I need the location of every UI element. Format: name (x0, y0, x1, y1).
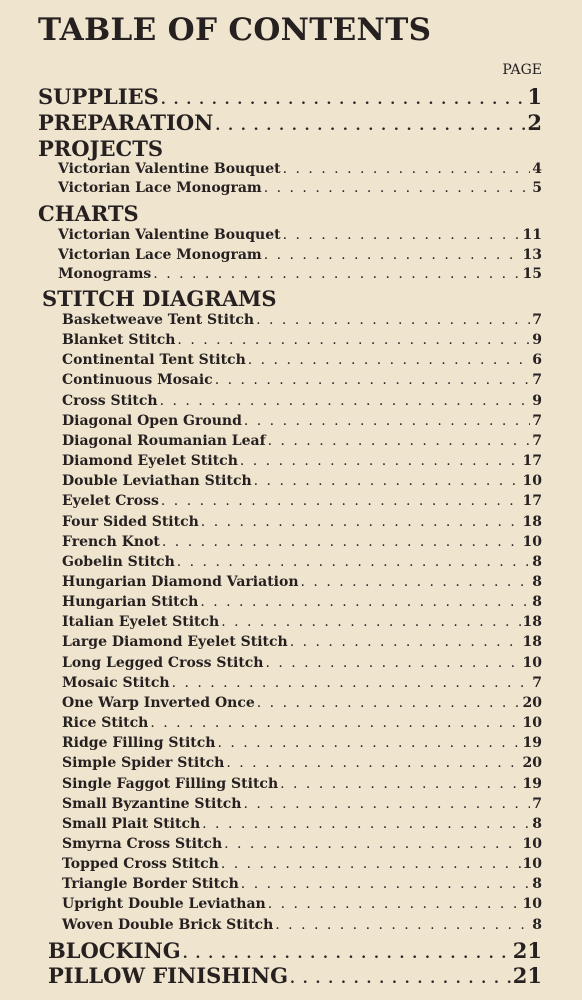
entry-page: 8 (532, 815, 542, 832)
entry-label: PILLOW FINISHING (48, 963, 289, 988)
toc-entry[interactable] (62, 896, 542, 912)
leader-dots (265, 655, 520, 671)
leader-dots (215, 118, 525, 134)
toc-entry[interactable] (62, 372, 542, 388)
leader-dots (268, 433, 531, 449)
entry-page: 9 (532, 392, 542, 409)
leader-dots (177, 554, 531, 570)
entry-label: Large Diamond Eyelet Stitch (62, 634, 288, 651)
toc-entry[interactable] (62, 554, 542, 570)
leader-dots (177, 332, 530, 348)
entry-page: 13 (522, 247, 542, 263)
leader-dots (183, 946, 511, 962)
entry-label: Woven Double Brick Stitch (62, 916, 274, 933)
leader-dots (221, 856, 521, 872)
leader-dots (244, 413, 530, 429)
entry-label: Simple Spider Stitch (62, 755, 225, 772)
entry-label: SUPPLIES (38, 84, 159, 109)
entry-page: 1 (527, 84, 542, 109)
leader-dots (283, 227, 521, 243)
toc-entry[interactable] (62, 675, 542, 691)
entry-label: Diamond Eyelet Stitch (62, 453, 238, 469)
entry-label: Hungarian Stitch (62, 594, 199, 611)
leader-dots (161, 92, 526, 108)
entry-label: PREPARATION (38, 110, 214, 135)
entry-page: 9 (532, 332, 542, 349)
entry-label: Victorian Lace Monogram (58, 247, 262, 263)
leader-dots (290, 634, 521, 650)
toc-entry[interactable] (62, 453, 542, 469)
entry-page: 10 (522, 715, 542, 731)
leader-dots (224, 836, 520, 852)
entry-page: 10 (522, 473, 542, 490)
entry-label: Upright Double Leviathan (62, 896, 266, 913)
toc-entry[interactable] (62, 876, 542, 892)
toc-entry[interactable] (62, 856, 542, 872)
toc-entry[interactable] (58, 266, 542, 282)
leader-dots (215, 372, 531, 388)
entry-label: BLOCKING (48, 938, 181, 963)
entry-page: 7 (532, 312, 542, 328)
toc-entry-blocking[interactable] (48, 938, 542, 963)
entry-page: 7 (532, 795, 542, 812)
leader-dots (217, 735, 520, 751)
leader-dots (264, 247, 521, 263)
entry-label: Four Sided Stitch (62, 513, 199, 530)
leader-dots (268, 896, 521, 912)
entry-label: French Knot (62, 533, 160, 550)
entry-page: 10 (522, 835, 542, 852)
toc-entry[interactable] (62, 755, 542, 771)
toc-entry[interactable] (62, 534, 542, 550)
entry-page: 10 (522, 654, 542, 671)
leader-dots (153, 266, 520, 282)
leader-dots (161, 493, 521, 509)
entry-page: 17 (522, 453, 542, 469)
entry-label: Victorian Lace Monogram (58, 180, 262, 196)
entry-label: Blanket Stitch (62, 332, 176, 349)
leader-dots (160, 393, 531, 409)
toc-entry[interactable] (62, 352, 542, 368)
entry-label: One Warp Inverted Once (62, 694, 255, 711)
toc-entry[interactable] (62, 433, 542, 449)
toc-entry[interactable] (58, 247, 542, 263)
entry-label: Long Legged Cross Stitch (62, 654, 264, 671)
entry-label: Gobelin Stitch (62, 553, 175, 570)
entry-label: Monograms (58, 266, 152, 282)
leader-dots (162, 534, 521, 550)
entry-page: 18 (522, 513, 542, 530)
entry-label: Continental Tent Stitch (62, 352, 246, 369)
toc-entry-preparation[interactable] (38, 110, 542, 135)
section-heading-charts: CHARTS (38, 201, 139, 226)
toc-entry-pillow-finishing[interactable] (48, 963, 542, 988)
toc-entry[interactable] (62, 715, 542, 731)
toc-entry[interactable] (62, 473, 542, 489)
entry-page: 21 (512, 938, 542, 963)
entry-label: Diagonal Open Ground (62, 412, 242, 429)
entry-label: Eyelet Cross (62, 493, 159, 510)
toc-entry[interactable] (58, 180, 542, 196)
toc-entry[interactable] (62, 393, 542, 409)
toc-entry[interactable] (62, 614, 542, 630)
entry-label: Diagonal Roumanian Leaf (62, 432, 266, 449)
entry-page: 7 (532, 674, 542, 691)
leader-dots (226, 755, 520, 771)
leader-dots (172, 675, 531, 691)
entry-label: Ridge Filling Stitch (62, 735, 216, 752)
entry-label: Mosaic Stitch (62, 674, 170, 691)
toc-entry[interactable] (62, 332, 542, 348)
leader-dots (290, 971, 511, 987)
entry-page: 21 (512, 963, 542, 988)
toc-entry[interactable] (62, 574, 542, 590)
entry-page: 10 (522, 896, 542, 913)
entry-label: Victorian Valentine Bouquet (58, 227, 281, 243)
entry-page: 18 (522, 614, 542, 631)
entry-page: 7 (532, 412, 542, 429)
entry-page: 11 (522, 227, 542, 243)
entry-page: 6 (532, 352, 542, 369)
entry-page: 8 (532, 594, 542, 611)
entry-page: 18 (522, 634, 542, 651)
leader-dots (243, 796, 530, 812)
leader-dots (264, 180, 531, 196)
toc-entry[interactable] (62, 695, 542, 711)
entry-page: 2 (527, 110, 542, 135)
toc-entry[interactable] (62, 493, 542, 509)
leader-dots (257, 695, 521, 711)
toc-entry[interactable] (62, 816, 542, 832)
leader-dots (200, 594, 530, 610)
entry-label: Small Plait Stitch (62, 815, 201, 832)
entry-page: 10 (522, 533, 542, 550)
entry-page: 8 (532, 553, 542, 570)
toc-entry[interactable] (62, 594, 542, 610)
page-title: TABLE OF CONTENTS (38, 12, 432, 48)
entry-page: 5 (532, 180, 542, 196)
entry-page: 7 (532, 432, 542, 449)
entry-label: Triangle Border Stitch (62, 876, 239, 893)
entry-page: 8 (532, 574, 542, 590)
toc-entry-supplies[interactable] (38, 84, 542, 109)
leader-dots (150, 715, 520, 731)
toc-entry[interactable] (62, 634, 542, 650)
entry-label: Single Faggot Filling Stitch (62, 775, 279, 792)
page-column-header: PAGE (502, 62, 542, 78)
leader-dots (248, 352, 531, 368)
toc-entry[interactable] (62, 655, 542, 671)
leader-dots (301, 574, 531, 590)
entry-page: 20 (522, 755, 542, 772)
leader-dots (221, 614, 520, 630)
toc-entry[interactable] (62, 735, 542, 751)
entry-page: 17 (522, 493, 542, 510)
toc-entry[interactable] (58, 227, 542, 243)
entry-label: Italian Eyelet Stitch (62, 614, 220, 631)
leader-dots (240, 453, 521, 469)
entry-page: 10 (522, 856, 542, 872)
leader-dots (283, 161, 531, 177)
leader-dots (254, 473, 521, 489)
leader-dots (201, 514, 521, 530)
entry-label: Basketweave Tent Stitch (62, 312, 255, 328)
toc-entry[interactable] (58, 161, 542, 177)
leader-dots (280, 776, 520, 792)
entry-label: Smyrna Cross Stitch (62, 835, 223, 852)
entry-label: Cross Stitch (62, 392, 158, 409)
toc-entry[interactable] (62, 917, 542, 933)
entry-page: 19 (522, 735, 542, 752)
entry-page: 4 (532, 161, 542, 177)
entry-page: 20 (522, 694, 542, 711)
section-heading-stitch-diagrams: STITCH DIAGRAMS (42, 286, 277, 311)
entry-label: Double Leviathan Stitch (62, 473, 252, 490)
entry-page: 8 (532, 876, 542, 893)
entry-page: 15 (522, 266, 542, 282)
toc-entry[interactable] (62, 413, 542, 429)
toc-entry[interactable] (62, 796, 542, 812)
leader-dots (202, 816, 530, 832)
entry-page: 19 (522, 775, 542, 792)
entry-label: Victorian Valentine Bouquet (58, 161, 281, 177)
entry-label: Rice Stitch (62, 715, 149, 731)
entry-label: Small Byzantine Stitch (62, 795, 242, 812)
entry-label: Continuous Mosaic (62, 372, 213, 389)
entry-page: 7 (532, 372, 542, 389)
entry-label: Hungarian Diamond Variation (62, 574, 299, 590)
toc-entry[interactable] (62, 514, 542, 530)
leader-dots (241, 876, 530, 892)
toc-entry[interactable] (62, 776, 542, 792)
section-heading-projects: PROJECTS (38, 136, 163, 161)
toc-entry[interactable] (62, 836, 542, 852)
toc-entry[interactable] (62, 312, 542, 328)
leader-dots (275, 917, 530, 933)
leader-dots (256, 312, 530, 328)
entry-label: Topped Cross Stitch (62, 856, 219, 872)
entry-page: 8 (532, 916, 542, 933)
